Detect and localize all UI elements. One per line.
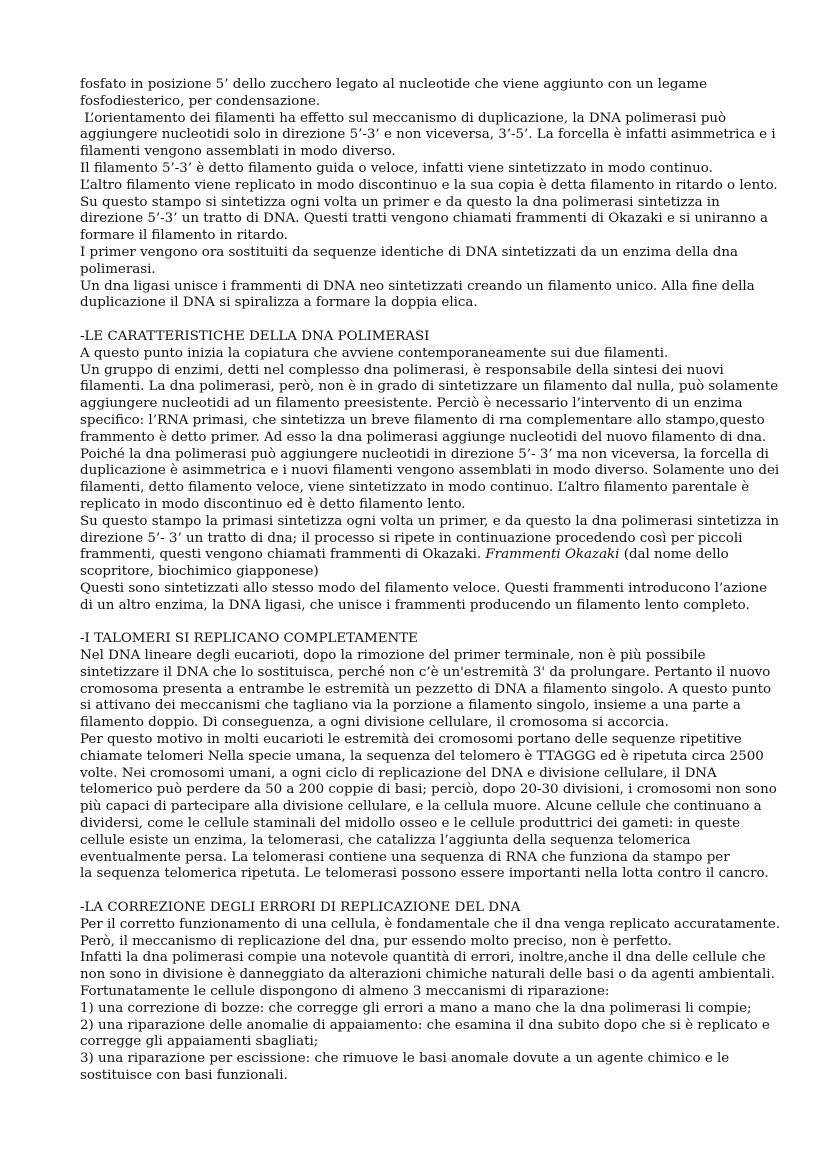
text-line: filamenti, detto filamento veloce, viene sintetizzato in modo continuo. L’altro filamento parentale è [80, 480, 750, 496]
text-line: filamento doppio. Di conseguenza, a ogni divisione cellulare, il cromosoma si accorcia. [80, 715, 669, 731]
text-line: cellule esiste un enzima, la telomerasi, che catalizza l’aggiunta della sequenza telomerica [80, 832, 691, 848]
text-line: Un dna ligasi unisce i frammenti di DNA neo sintetizzati creando un filamento unico. Alla fine della [80, 278, 755, 294]
text-line: fosfodiesterico, per condensazione. [80, 93, 321, 109]
text-line: volte. Nei cromosomi umani, a ogni ciclo di replicazione del DNA e divisione cellulare, il DNA [80, 765, 717, 781]
text-line: Su questo stampo la primasi sintetizza ogni volta un primer, e da questo la dna polimerasi sintetizza in [80, 513, 779, 529]
text-line: cromosoma presenta a entrambe le estremità un pezzetto di DNA a filamento singolo. A questo punto [80, 681, 772, 697]
text-line: Questi sono sintetizzati allo stesso modo del filamento veloce. Questi frammenti introducono l’azione [80, 580, 768, 596]
text-line: Un gruppo di enzimi, detti nel complesso dna polimerasi, è responsabile della sintesi dei nuovi [80, 362, 724, 378]
text-line: scopritore, biochimico giapponese) [80, 564, 319, 580]
text-line: sostituisce con basi funzionali. [80, 1068, 288, 1084]
section-correzione-errori [80, 900, 788, 1085]
italic-term: Frammenti Okazaki [485, 547, 620, 563]
text-line: direzione 5’-3’ un tratto di DNA. Questi tratti vengono chiamati frammenti di Okazaki e si uniranno a [80, 211, 769, 227]
list-item: 3) una riparazione per escissione: che rimuove le basi anomale dovute a un agente chimico e le [80, 1051, 730, 1067]
text-run: (dal nome dello [619, 547, 729, 563]
text-line: specifico: l’RNA primasi, che sintetizza un breve filamento di rna complementare allo stampo,questo [80, 412, 765, 428]
section-talomeri [80, 631, 788, 883]
text-line: Fortunatamente le cellule dispongono di almeno 3 meccanismi di riparazione: [80, 984, 610, 1000]
text-line: fosfato in posizione 5’ dello zucchero legato al nucleotide che viene aggiunto con un legame [80, 77, 708, 92]
section-gap [80, 312, 788, 329]
text-line: formare il filamento in ritardo. [80, 228, 288, 244]
text-line: Infatti la dna polimerasi compie una notevole quantità di errori, inoltre,anche il dna delle cellule che [80, 950, 766, 966]
list-item: 1) una correzione di bozze: che corregge gli errori a mano a mano che la dna polimerasi li compie; [80, 1000, 752, 1016]
section-gap [80, 883, 788, 900]
section-gap [80, 615, 788, 632]
text-line: dividersi, come le cellule staminali del midollo osseo e le cellule produttrici dei gameti: in queste [80, 816, 741, 832]
okazaki-line [80, 547, 788, 564]
text-line: più capaci di partecipare alla divisione cellulare, e la cellula muore. Alcune cellule che continuano a [80, 799, 762, 815]
intro-paragraph [80, 77, 788, 312]
text-line: L’orientamento dei filamenti ha effetto sul meccanismo di duplicazione, la DNA polimerasi può [80, 110, 727, 126]
list-item: 2) una riparazione delle anomalie di appaiamento: che esamina il dna subito dopo che si è replicato e [80, 1017, 770, 1033]
text-line: I primer vengono ora sostituiti da sequenze identiche di DNA sintetizzati da un enzima della dna [80, 244, 738, 260]
text-run: frammenti, questi vengono chiamati frammenti di Okazaki. [80, 547, 486, 563]
text-line: Però, il meccanismo di replicazione del dna, pur essendo molto preciso, non è perfetto. [80, 933, 672, 949]
text-line: non sono in divisione è danneggiato da alterazioni chimiche naturali delle basi o da agenti ambientali. [80, 967, 775, 983]
text-line: duplicazione il DNA si spiralizza a formare la doppia elica. [80, 295, 478, 311]
text-line: aggiungere nucleotidi solo in direzione 5’-3’ e non viceversa, 3’-5’. La forcella è infatti asimmetrica e i [80, 127, 776, 143]
text-line: chiamate telomeri Nella specie umana, la sequenza del telomero è TTAGGG ed è ripetuta circa 2500 [80, 748, 764, 764]
text-line: duplicazione è asimmetrica e i nuovi filamenti vengono assemblati in modo diverso. Solamente uno dei [80, 463, 780, 479]
text-line: direzione 5’- 3’ un tratto di dna; il processo si ripete in continuazione procedendo così per piccoli [80, 530, 743, 546]
section-heading: -LE CARATTERISTICHE DELLA DNA POLIMERASI [80, 328, 430, 344]
text-line: aggiungere nucleotidi ad un filamento preesistente. Perciò è necessario l’intervento di un enzima [80, 396, 743, 412]
text-line: polimerasi. [80, 261, 156, 277]
text-line: frammento è detto primer. Ad esso la dna polimerasi aggiunge nucleotidi del nuovo filamento di dna. [80, 429, 767, 445]
text-line: filamenti vengono assemblati in modo diverso. [80, 144, 396, 160]
text-line: Nel DNA lineare degli eucarioti, dopo la rimozione del primer terminale, non è più possibile [80, 648, 706, 664]
text-line: Su questo stampo si sintetizza ogni volta un primer e da questo la dna polimerasi sintetizza in [80, 194, 720, 210]
section-heading: -I TALOMERI SI REPLICANO COMPLETAMENTE [80, 631, 418, 647]
text-line: corregge gli appaiamenti sbagliati; [80, 1034, 319, 1050]
text-line: Il filamento 5’-3’ è detto filamento guida o veloce, infatti viene sintetizzato in modo continuo. [80, 160, 713, 176]
text-line: filamenti. La dna polimerasi, però, non è in grado di sintetizzare un filamento dal nulla, può solamente [80, 379, 779, 395]
text-line: eventualmente persa. La telomerasi contiene una sequenza di RNA che funziona da stampo per [80, 849, 730, 865]
text-line: L’altro filamento viene replicato in modo discontinuo e la sua copia è detta filamento in ritardo o lento. [80, 177, 778, 193]
text-line: Per questo motivo in molti eucarioti le estremità dei cromosomi portano delle sequenze ripetitive [80, 732, 742, 748]
section-heading: -LA CORREZIONE DEGLI ERRORI DI REPLICAZIONE DEL DNA [80, 900, 521, 916]
text-line: replicato in modo discontinuo ed è detto filamento lento. [80, 496, 466, 512]
text-line: sintetizzare il DNA che lo sostituisca, perché non c’è un'estremità 3' da prolungare. Pertanto il nuovo [80, 664, 771, 680]
text-line: A questo punto inizia la copiatura che avviene contemporaneamente sui due filamenti. [80, 345, 669, 361]
section-dna-polimerasi [80, 329, 788, 615]
text-line: Poiché la dna polimerasi può aggiungere nucleotidi in direzione 5’- 3’ ma non viceversa, la forcella di [80, 446, 769, 462]
text-line: telomerico può perdere da 50 a 200 coppie di basi; perciò, dopo 20-30 divisioni, i cromosomi non sono [80, 782, 777, 798]
text-line: la sequenza telomerica ripetuta. Le telomerasi possono essere importanti nella lotta contro il cancro. [80, 866, 769, 882]
text-line: di un altro enzima, la DNA ligasi, che unisce i frammenti producendo un filamento lento completo. [80, 597, 750, 613]
text-line: Per il corretto funzionamento di una cellula, è fondamentale che il dna venga replicato accuratamente. [80, 916, 781, 932]
text-line: si attivano dei meccanismi che tagliano via la porzione a filamento singolo, insieme a una parte a [80, 698, 741, 714]
